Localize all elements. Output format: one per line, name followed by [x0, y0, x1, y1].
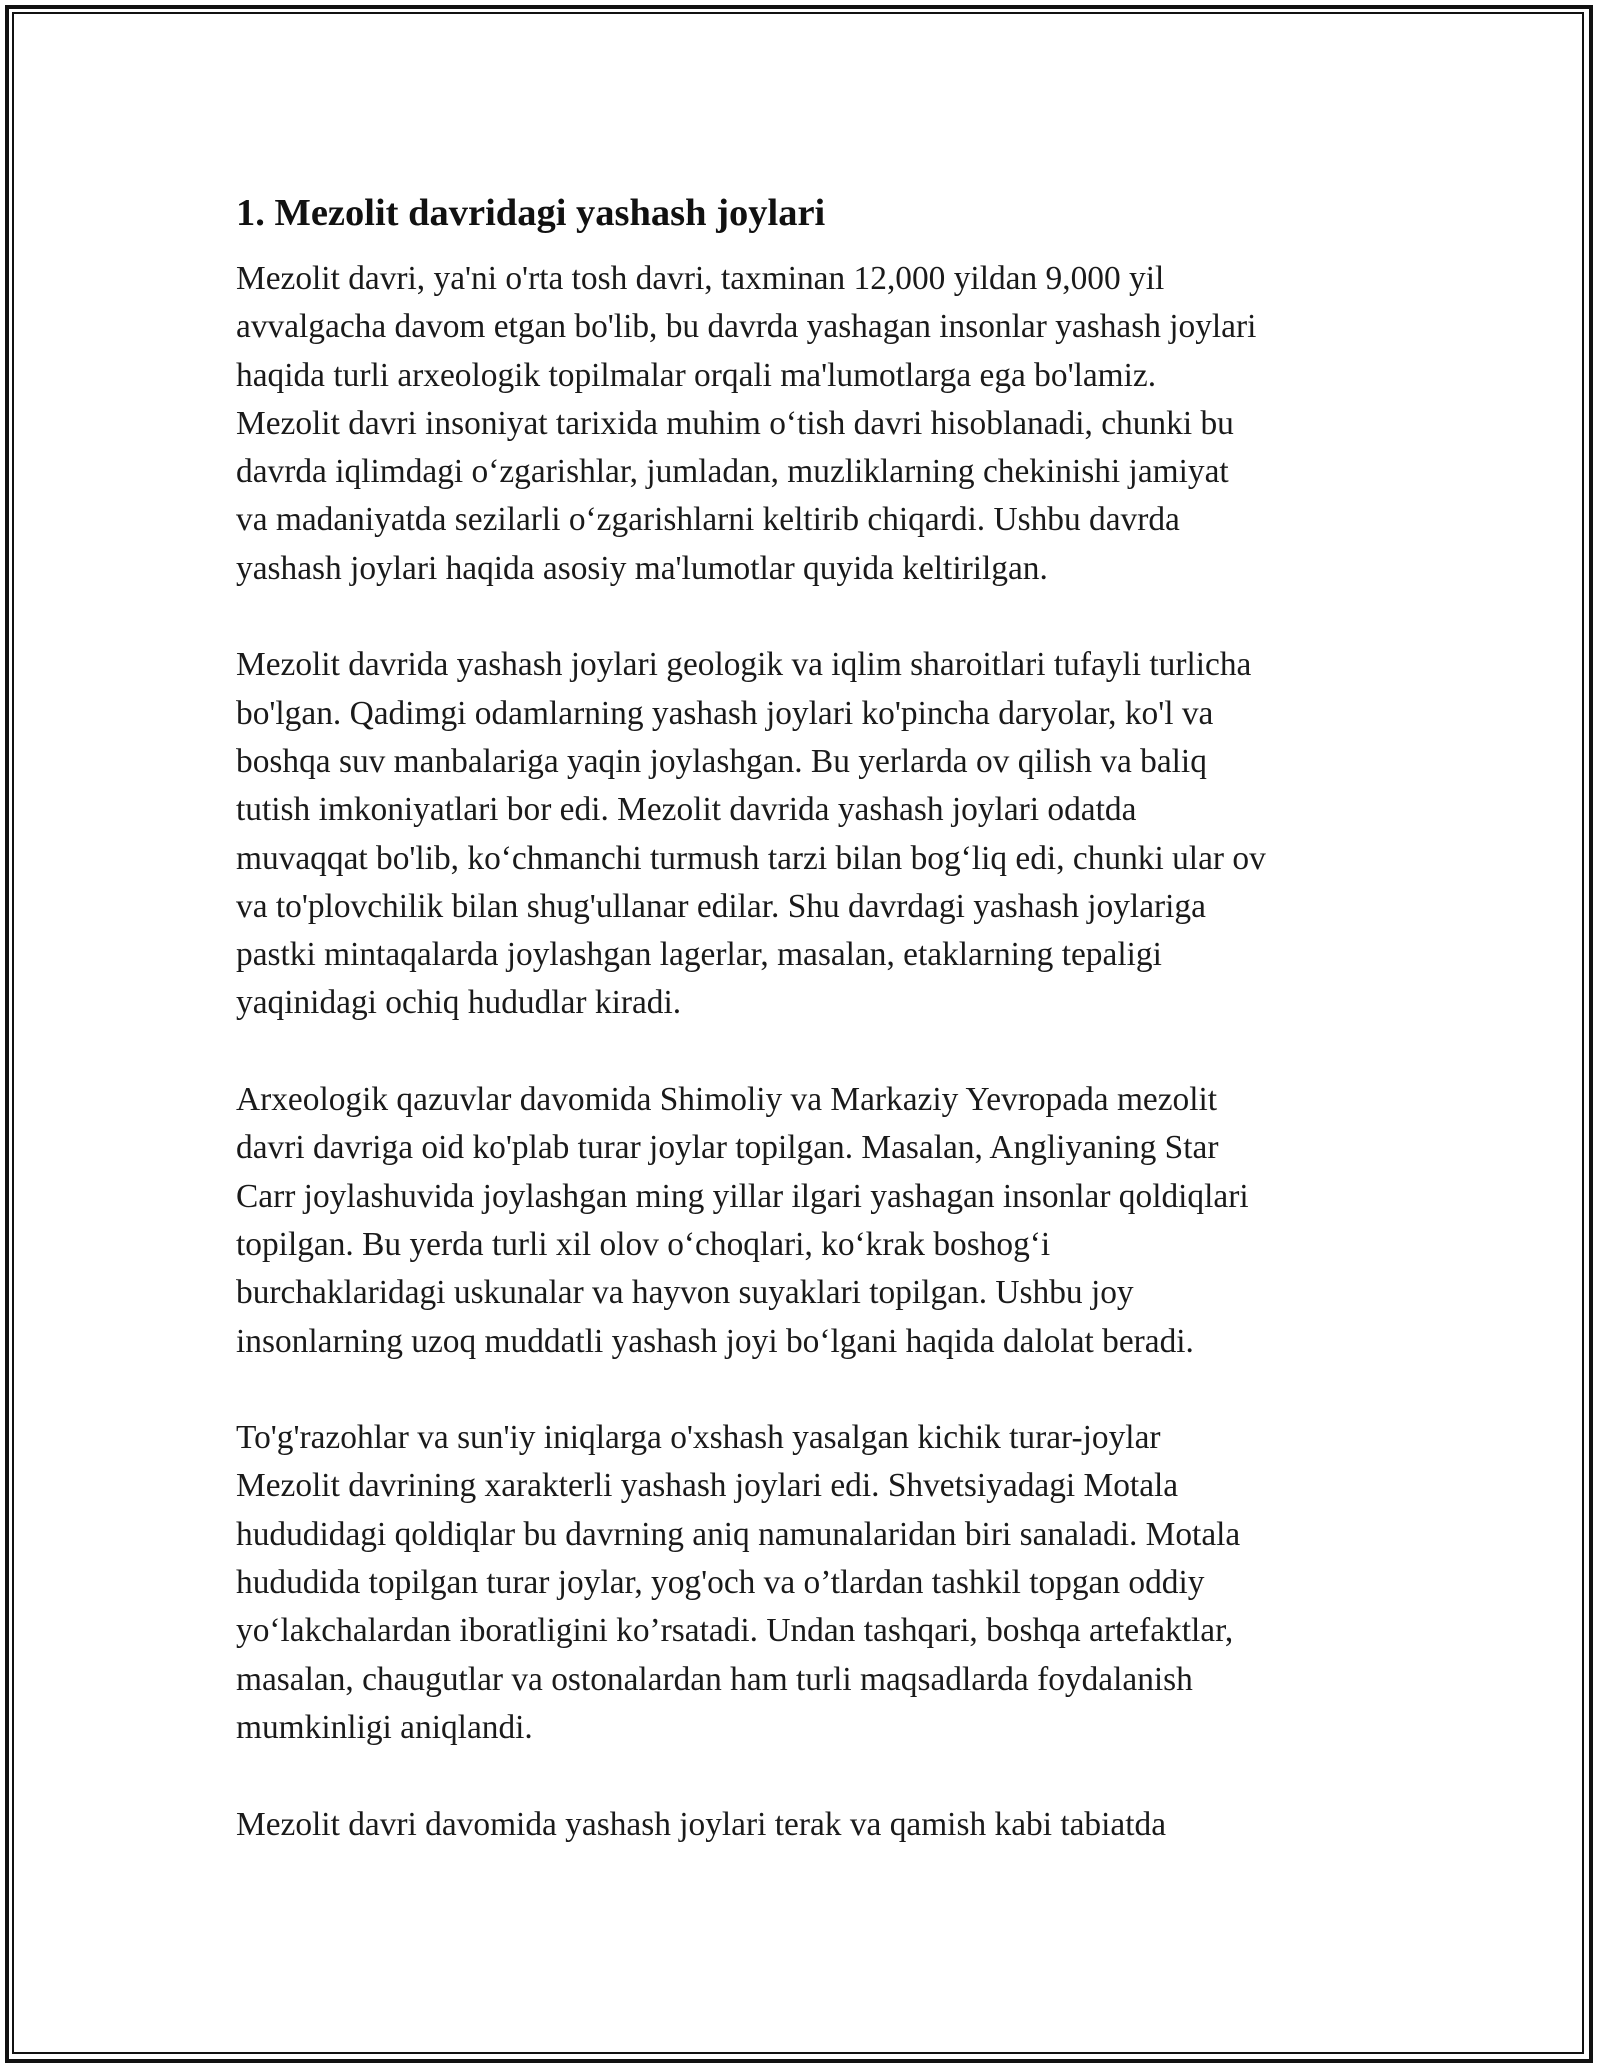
paragraph-line: insonlarning uzoq muddatli yashash joyi bo‘lgani haqida dalolat beradi. — [236, 1322, 1194, 1360]
paragraph-line: To'g'razohlar va sun'iy iniqlarga o'xshash yasalgan kichik turar-joylar — [236, 1419, 1161, 1457]
paragraph-line: mumkinligi aniqlandi. — [236, 1708, 533, 1746]
paragraph-line: pastki mintaqalarda joylashgan lagerlar, masalan, etaklarning tepaligi — [236, 936, 1162, 974]
paragraph-line: davrda iqlimdagi o‘zgarishlar, jumladan, muzliklarning chekinishi jamiyat — [236, 453, 1229, 491]
paragraph-line: Mezolit davri davomida yashash joylari terak va qamish kabi tabiatda — [236, 1805, 1167, 1843]
paragraph-line: topilgan. Bu yerda turli xil olov o‘choqlari, ko‘krak boshog‘i — [236, 1225, 1051, 1263]
paragraph-line: Mezolit davri, ya'ni o'rta tosh davri, taxminan 12,000 yildan 9,000 yil — [236, 260, 1165, 297]
paragraph-line: avvalgacha davom etgan bo'lib, bu davrda yashagan insonlar yashash joylari — [236, 308, 1257, 346]
paragraph-3 — [236, 1076, 1376, 1366]
paragraph-line: masalan, chaugutlar va ostonalardan ham turli maqsadlarda foydalanish — [236, 1660, 1193, 1698]
paragraph-5 — [236, 1801, 1376, 1849]
paragraph-line: yo‘lakchalardan iboratligini ko’rsatadi. Undan tashqari, boshqa artefaktlar, — [236, 1612, 1234, 1650]
paragraph-line: Carr joylashuvida joylashgan ming yillar ilgari yashagan insonlar qoldiqlari — [236, 1177, 1249, 1215]
paragraph-line: davri davriga oid ko'plab turar joylar topilgan. Masalan, Angliyaning Star — [236, 1129, 1219, 1167]
section-heading: 1. Mezolit davridagi yashash joylari — [236, 192, 826, 234]
paragraph-line: Mezolit davri insoniyat tarixida muhim o‘tish davri hisoblanadi, chunki bu — [236, 404, 1234, 442]
paragraph-line: va madaniyatda sezilarli o‘zgarishlarni keltirib chiqardi. Ushbu davrda — [236, 501, 1180, 539]
paragraph-line: yaqinidagi ochiq hududlar kiradi. — [236, 984, 682, 1022]
paragraph-2 — [236, 641, 1376, 1027]
paragraph-1 — [236, 255, 1376, 593]
document-body — [236, 185, 1376, 1897]
paragraph-line: Mezolit davrida yashash joylari geologik va iqlim sharoitlari tufayli turlicha — [236, 646, 1252, 684]
paragraph-line: muvaqqat bo'lib, ko‘chmanchi turmush tarzi bilan bog‘liq edi, chunki ular ov — [236, 839, 1266, 877]
paragraph-line: Arxeologik qazuvlar davomida Shimoliy va Markaziy Yevropada mezolit — [236, 1081, 1218, 1119]
paragraph-line: haqida turli arxeologik topilmalar orqali ma'lumotlarga ega bo'lamiz. — [236, 356, 1157, 394]
paragraph-line: burchaklaridagi uskunalar va hayvon suyaklari topilgan. Ushbu joy — [236, 1274, 1134, 1312]
paragraph-line: tutish imkoniyatlari bor edi. Mezolit davrida yashash joylari odatda — [236, 791, 1137, 829]
paragraph-4 — [236, 1414, 1376, 1752]
paragraph-line: Mezolit davrining xarakterli yashash joylari edi. Shvetsiyadagi Motala — [236, 1467, 1179, 1505]
paragraph-line: yashash joylari haqida asosiy ma'lumotlar quyida keltirilgan. — [236, 549, 1048, 587]
paragraph-line: va to'plovchilik bilan shug'ullanar edilar. Shu davrdagi yashash joylariga — [236, 887, 1206, 925]
paragraph-line: hududidagi qoldiqlar bu davrning aniq namunalaridan biri sanaladi. Motala — [236, 1515, 1241, 1553]
paragraph-line: bo'lgan. Qadimgi odamlarning yashash joylari ko'pincha daryolar, ko'l va — [236, 694, 1214, 732]
paragraph-line: hududida topilgan turar joylar, yog'och va o’tlardan tashkil topgan oddiy — [236, 1564, 1205, 1602]
paragraph-line: boshqa suv manbalariga yaqin joylashgan. Bu yerlarda ov qilish va baliq — [236, 742, 1207, 780]
